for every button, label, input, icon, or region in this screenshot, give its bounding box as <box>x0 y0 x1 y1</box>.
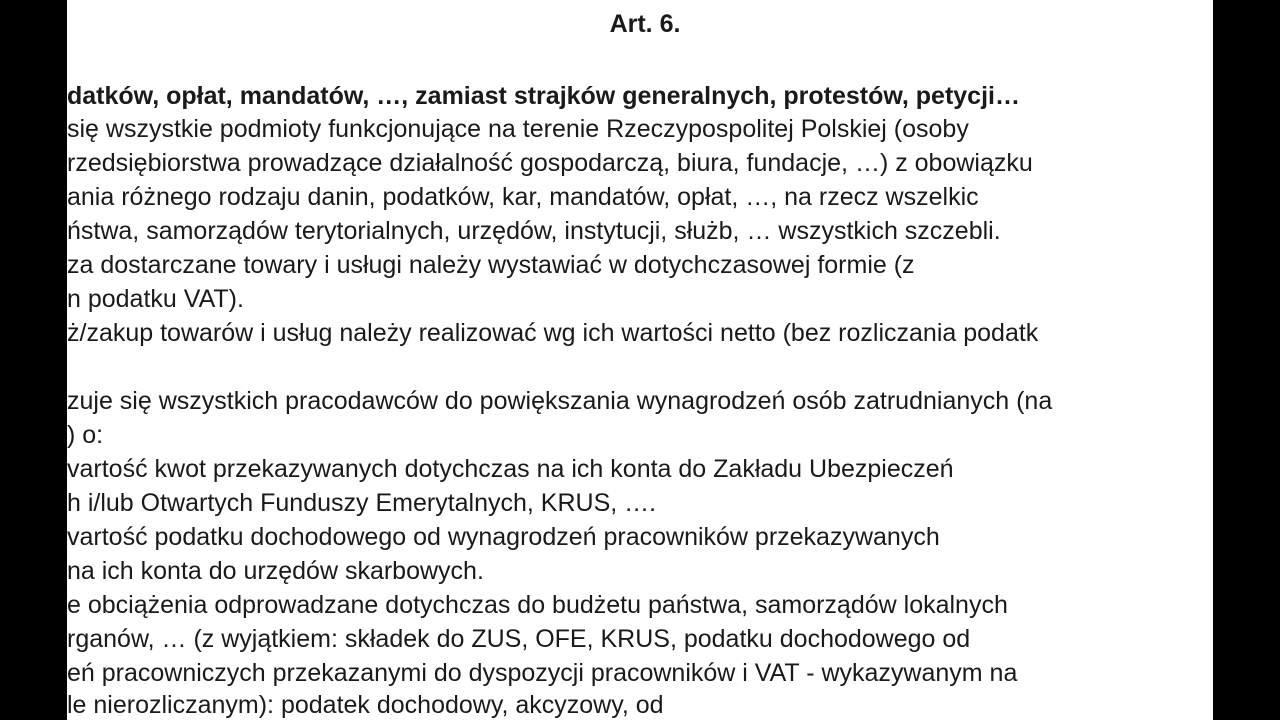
text-line: za dostarczane towary i usługi należy wystawiać w dotychczasowej formie (z <box>67 251 915 279</box>
text-line: zuje się wszystkich pracodawców do powiększania wynagrodzeń osób zatrudnianych (na <box>67 387 1053 415</box>
text-line: le nierozliczanym): podatek dochodowy, akcyzowy, od <box>67 691 664 719</box>
text-line: ania różnego rodzaju danin, podatków, kar, mandatów, opłat, …, na rzecz wszelkic <box>67 183 979 211</box>
document-page <box>67 0 1213 720</box>
article-title: Art. 6. <box>609 10 681 38</box>
text-line: vartość podatku dochodowego od wynagrodzeń pracowników przekazywanych <box>67 523 940 551</box>
text-line: na ich konta do urzędów skarbowych. <box>67 557 484 585</box>
heading-line: datków, opłat, mandatów, …, zamiast strajków generalnych, protestów, petycji… <box>67 82 1020 110</box>
text-line: vartość kwot przekazywanych dotychczas na ich konta do Zakładu Ubezpieczeń <box>67 455 954 483</box>
text-line: eń pracowniczych przekazanymi do dyspozycji pracowników i VAT - wykazywanym na <box>67 659 1018 687</box>
text-line: h i/lub Otwartych Funduszy Emerytalnych, KRUS, …. <box>67 489 657 517</box>
text-line: n podatku VAT). <box>67 285 244 313</box>
text-line: e obciążenia odprowadzane dotychczas do budżetu państwa, samorządów lokalnych <box>67 591 1008 619</box>
text-line: rzedsiębiorstwa prowadzące działalność gospodarczą, biura, fundacje, …) z obowiązku <box>67 149 1033 177</box>
text-line: się wszystkie podmioty funkcjonujące na terenie Rzeczypospolitej Polskiej (osoby <box>67 115 969 143</box>
text-line: ż/zakup towarów i usług należy realizować wg ich wartości netto (bez rozliczania podatk <box>67 319 1039 347</box>
text-line: ) o: <box>67 421 104 449</box>
text-line: ństwa, samorządów terytorialnych, urzędów, instytucji, służb, … wszystkich szczebli. <box>67 217 1001 245</box>
text-line: rganów, … (z wyjątkiem: składek do ZUS, OFE, KRUS, podatku dochodowego od <box>67 625 971 653</box>
